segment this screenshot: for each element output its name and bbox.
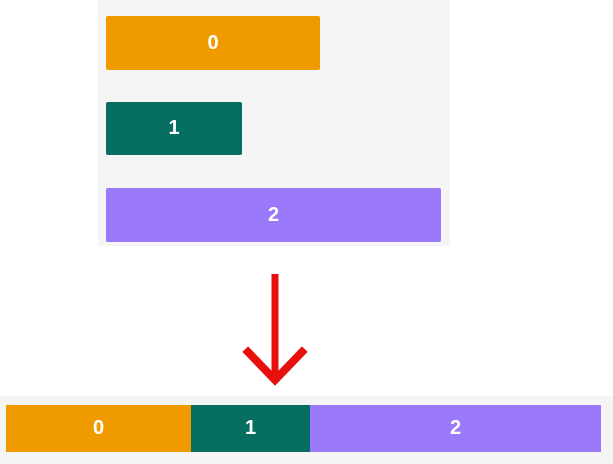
row-item-0-label: 0 xyxy=(92,417,105,439)
column-item-0 xyxy=(106,16,320,70)
arrow-down-icon xyxy=(242,272,308,390)
row-item-1 xyxy=(191,405,310,452)
column-item-0-label: 0 xyxy=(207,31,219,54)
column-item-1-label: 1 xyxy=(168,117,180,139)
column-item-2-label: 2 xyxy=(267,203,280,226)
column-item-1 xyxy=(106,102,242,155)
row-item-1-label: 1 xyxy=(244,417,257,439)
row-item-2 xyxy=(310,405,601,452)
row-item-2-label: 2 xyxy=(449,417,462,439)
column-item-2 xyxy=(106,188,441,242)
row-layout xyxy=(6,405,601,452)
row-item-0 xyxy=(6,405,191,452)
